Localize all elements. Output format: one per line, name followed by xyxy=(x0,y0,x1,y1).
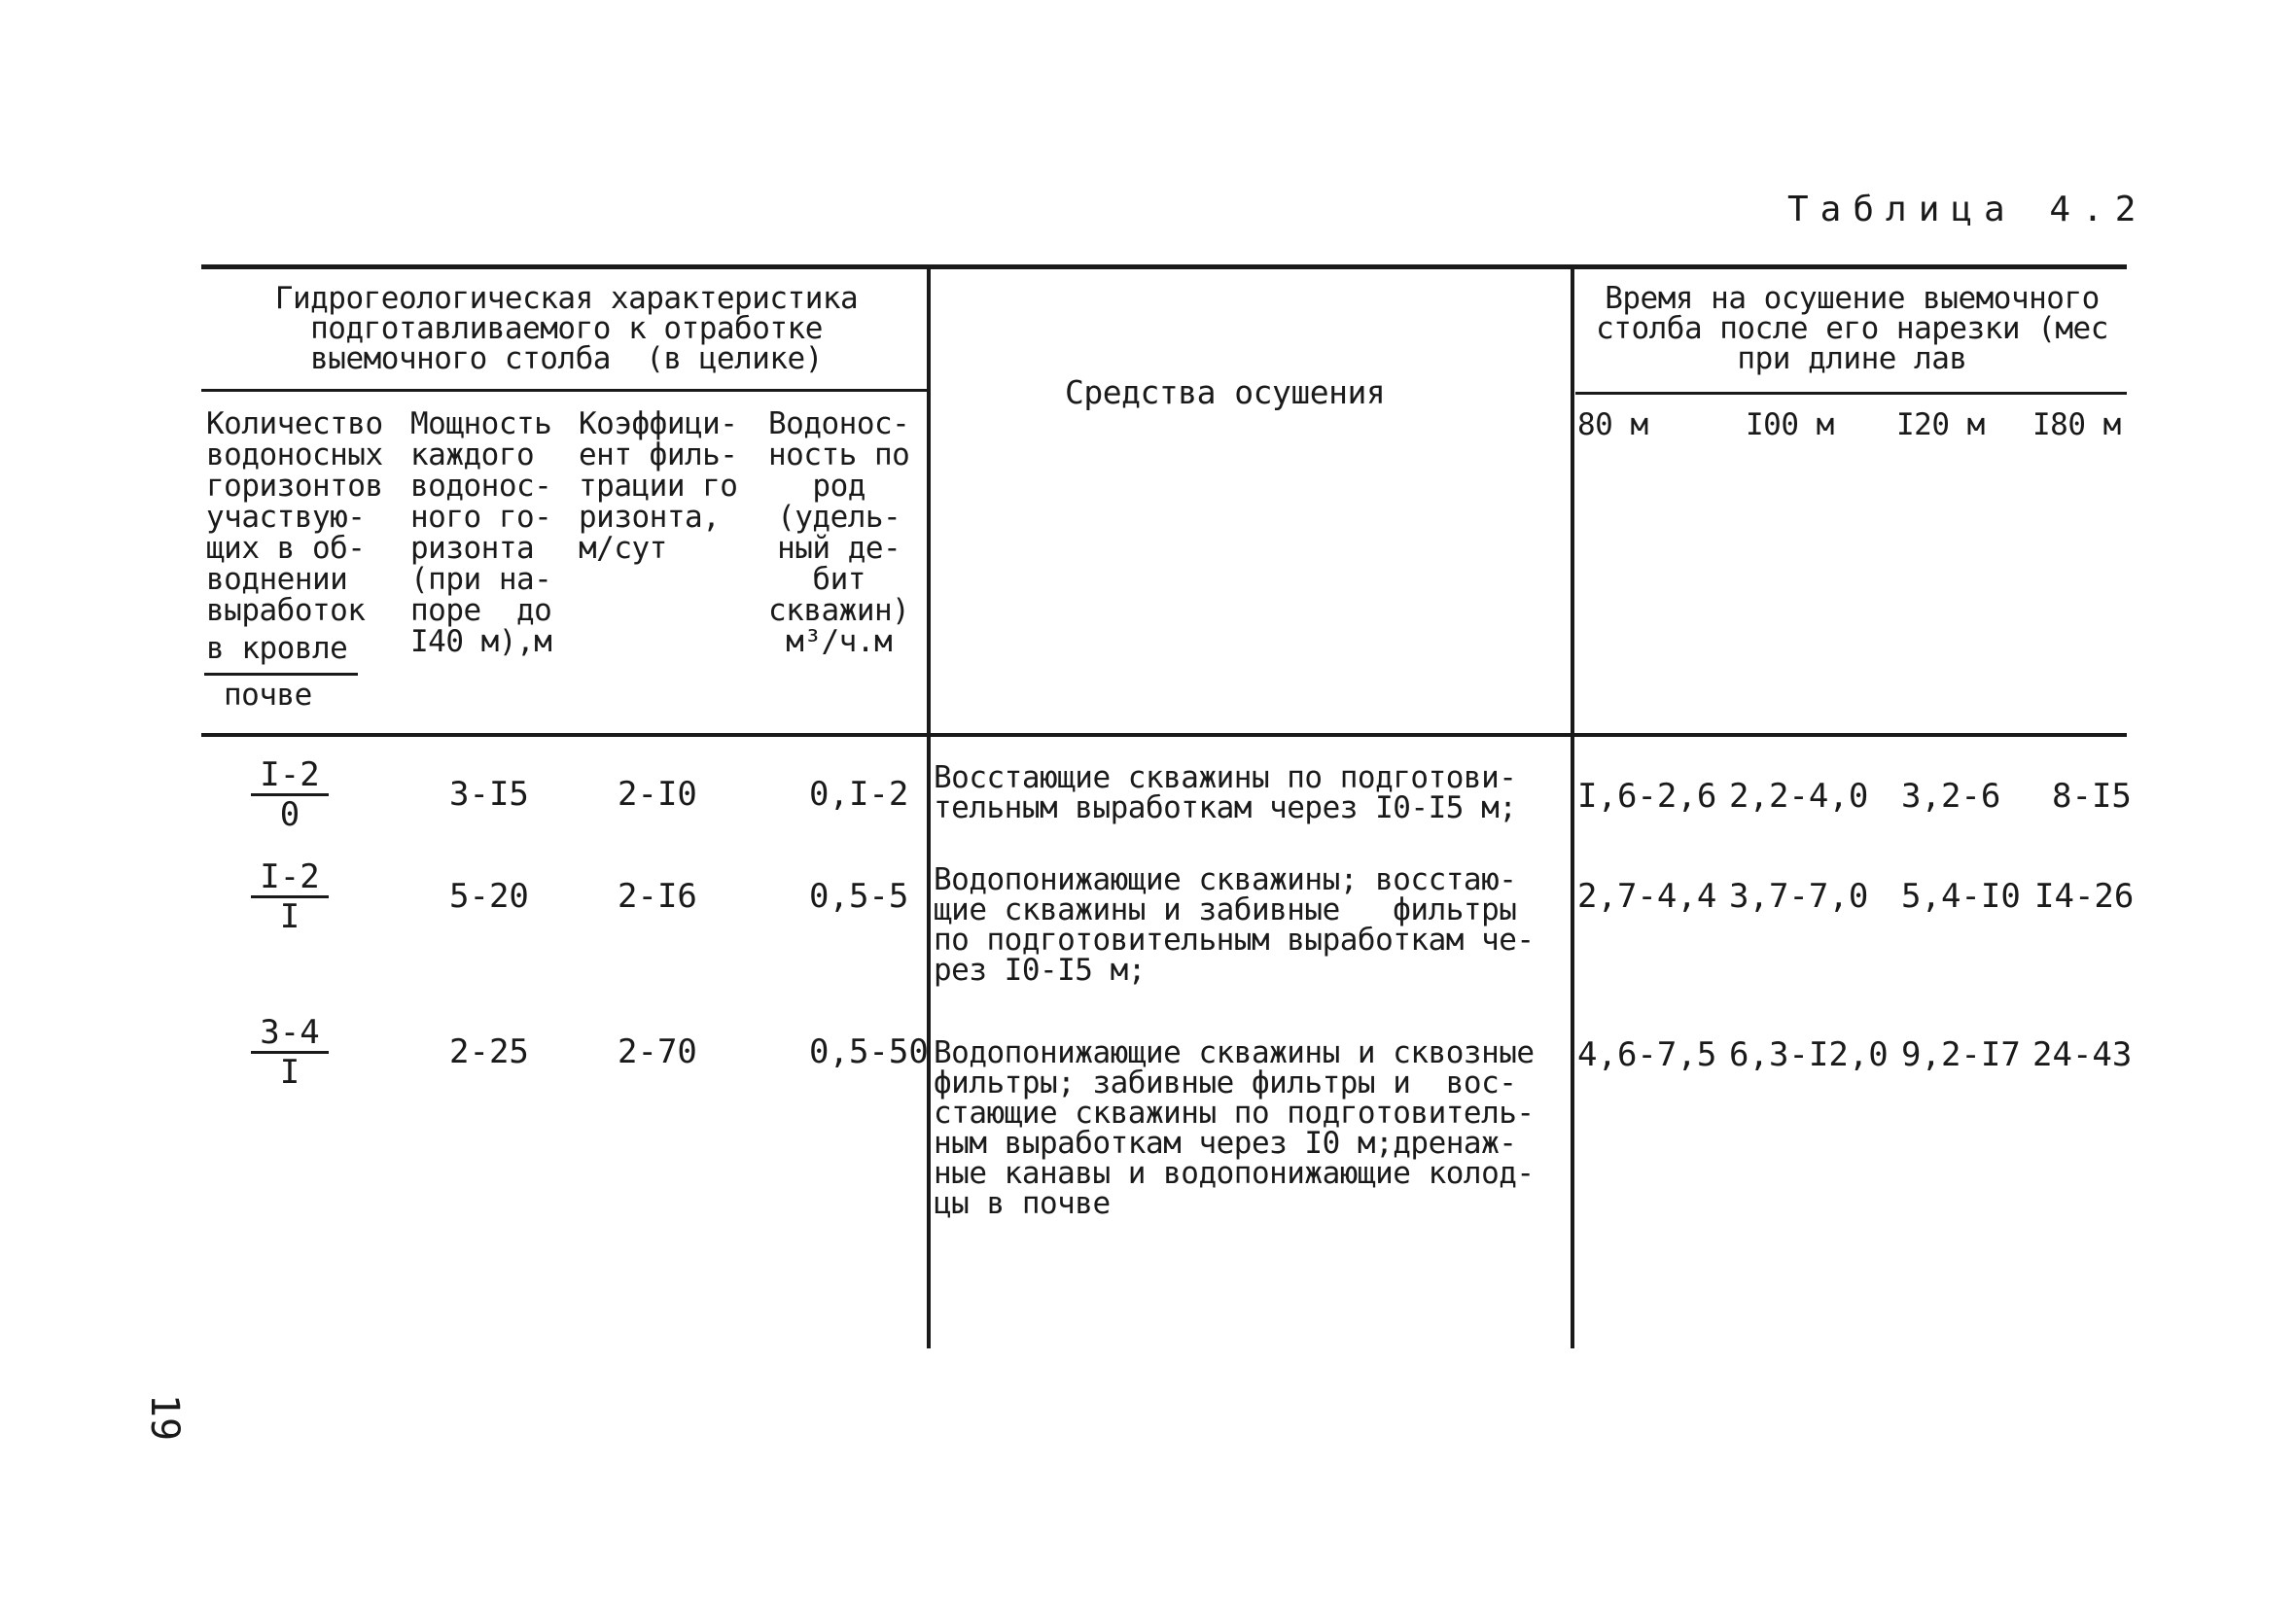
row-time-180: 24-43 xyxy=(2032,1035,2133,1074)
count-bottom: I xyxy=(279,1053,300,1092)
row-time-80: 2,7-4,4 xyxy=(1577,877,1717,916)
count-bottom: 0 xyxy=(279,795,300,834)
table-caption: Таблица 4.2 xyxy=(1787,190,2148,229)
row-filtration: 2-I6 xyxy=(618,877,697,916)
row-thickness: 2-25 xyxy=(449,1032,529,1071)
header-col-thickness: Мощность каждого водонос- ного го- ризонта (при на- поре до I40 м),м xyxy=(410,406,552,659)
row-thickness: 5-20 xyxy=(449,877,529,916)
row-time-180: I4-26 xyxy=(2034,877,2135,916)
header-length-120: I20 м xyxy=(1896,407,1985,442)
row-time-120: 5,4-I0 xyxy=(1901,877,2021,916)
row-means: Восстающие скважины по подготови- тельным выработкам через I0-I5 м; xyxy=(934,760,1517,825)
header-col-count-top: в кровле xyxy=(206,631,348,666)
header-length-100: I00 м xyxy=(1746,407,1834,442)
means-right-rule xyxy=(1571,269,1574,1348)
table-top-rule xyxy=(201,264,2127,269)
row-count-fraction xyxy=(251,755,329,834)
count-bottom: I xyxy=(279,897,300,936)
row-water: 0,I-2 xyxy=(809,775,909,814)
header-group-right: Время на осушение выемочного столба после его нарезки (мес при длине лав xyxy=(1596,281,2108,376)
count-top: I-2 xyxy=(251,860,329,898)
header-col-means: Средства осушения xyxy=(1065,373,1386,411)
means-left-rule xyxy=(927,269,931,1348)
row-means: Водопонижающие скважины; восстаю- щие скважины и забивные фильтры по подготовительным выработкам че- рез I0-I5 м; xyxy=(934,862,1535,988)
row-time-100: 3,7-7,0 xyxy=(1729,877,1869,916)
header-col-count-bottom: почве xyxy=(224,678,312,713)
row-time-120: 3,2-6 xyxy=(1901,777,2001,816)
row-time-120: 9,2-I7 xyxy=(1901,1035,2021,1074)
count-top: I-2 xyxy=(251,758,329,796)
header-length-80: 80 м xyxy=(1577,407,1648,442)
row-means: Водопонижающие скважины и сквозные фильтры; забивные фильтры и вос- стающие скважины по подготовитель- ным выработкам через I0 м;дренаж- ные канавы и водопонижающие колод- цы в почве xyxy=(934,1035,1535,1221)
row-time-80: 4,6-7,5 xyxy=(1577,1035,1717,1074)
row-count-fraction xyxy=(251,857,329,936)
row-water: 0,5-5 xyxy=(809,877,909,916)
header-col-count-rule xyxy=(204,673,358,676)
header-col-filtration: Коэффици- ент филь- трации го ризонта, м/сут xyxy=(579,406,738,566)
left-group-rule xyxy=(201,389,928,392)
row-filtration: 2-70 xyxy=(618,1032,697,1071)
header-bottom-rule xyxy=(201,733,2127,737)
header-length-180: I80 м xyxy=(2032,407,2121,442)
row-time-80: I,6-2,6 xyxy=(1577,777,1717,816)
header-group-left: Гидрогеологическая характеристика подготавливаемого к отработке выемочного столба (в целике) xyxy=(274,281,859,376)
count-top: 3-4 xyxy=(251,1016,329,1054)
row-time-100: 2,2-4,0 xyxy=(1729,777,1869,816)
row-thickness: 3-I5 xyxy=(449,775,529,814)
header-col-water: Водонос- ность по род (удель- ный де- бит скважин) м³/ч.м xyxy=(768,406,910,659)
page-number: 19 xyxy=(142,1393,188,1442)
row-filtration: 2-I0 xyxy=(618,775,697,814)
row-count-fraction xyxy=(251,1013,329,1092)
row-time-100: 6,3-I2,0 xyxy=(1729,1035,1889,1074)
row-water: 0,5-50 xyxy=(809,1032,929,1071)
right-group-rule xyxy=(1575,392,2127,395)
row-time-180: 8-I5 xyxy=(2052,777,2132,816)
header-col-count: Количество водоносных горизонтов участвую- щих в об- воднении выработок xyxy=(206,406,383,628)
